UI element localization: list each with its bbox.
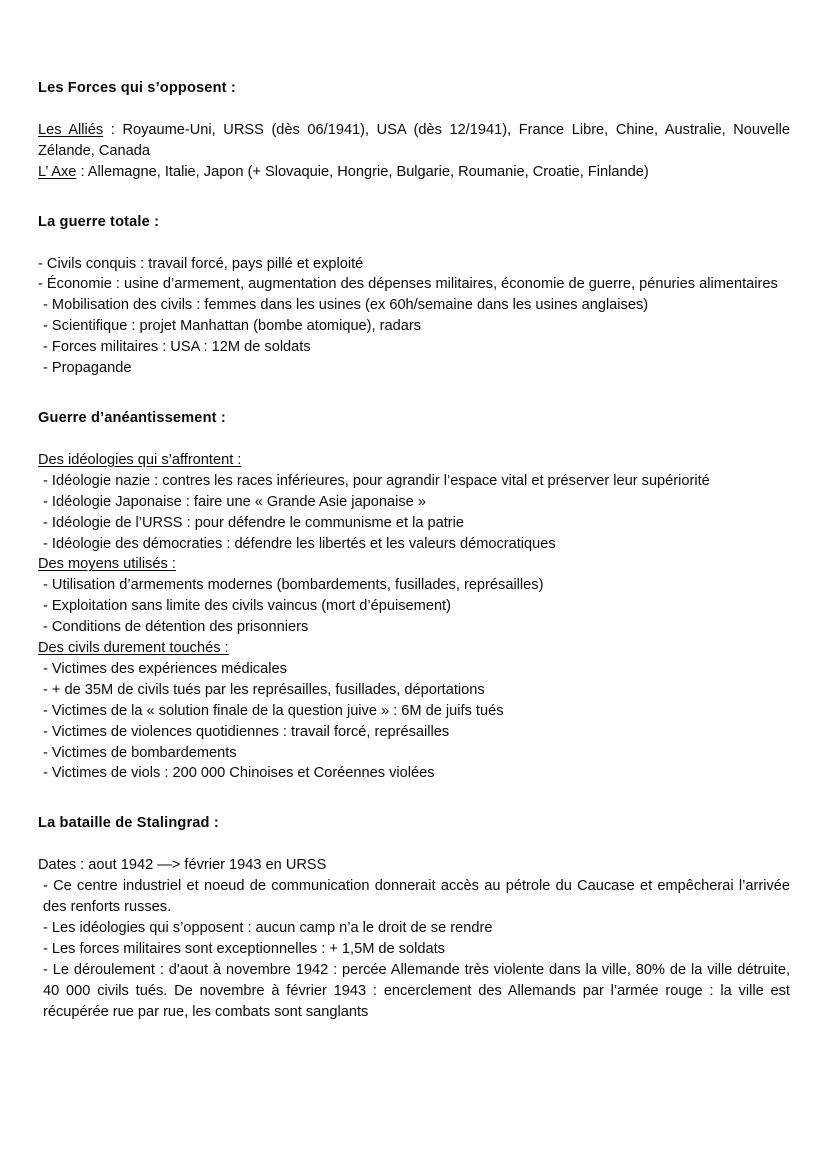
bullet-item: - Conditions de détention des prisonniers: [43, 619, 309, 636]
bullet-item: - Victimes de viols : 200 000 Chinoises et Coréennes violées: [43, 765, 435, 782]
allies-text: : Royaume-Uni, URSS (dès 06/1941), USA (dès 12/1941), France Libre, Chine, Australie, Nouvelle Zélande, Canada: [38, 121, 791, 159]
bullet-item: - Forces militaires : USA : 12M de soldats: [43, 339, 311, 356]
bullet-item: - Propagande: [43, 360, 132, 377]
bullet-item: - Idéologie Japonaise : faire une « Grande Asie japonaise »: [43, 493, 426, 510]
bullet-item: - Exploitation sans limite des civils vaincus (mort d’épuisement): [43, 598, 451, 615]
allies-label: Les Alliés: [38, 121, 104, 138]
section-heading-stalingrad: La bataille de Stalingrad :: [38, 815, 219, 832]
bullet-item: - Le déroulement : d'aout à novembre 1942 : percée Allemande très violente dans la ville, 80% de la ville détruite, 40 000 civils tués. De novembre à février 1943 : encerclement des Allemands par l’armée rouge : la ville est récupérée rue par rue, les combats sont sanglants: [43, 961, 790, 1020]
bullet-item: - Victimes de bombardements: [43, 744, 237, 761]
bullet-item: - Scientifique : projet Manhattan (bombe atomique), radars: [43, 318, 422, 335]
axe-line: [38, 162, 790, 183]
spacer: [38, 429, 790, 450]
spacer: [38, 379, 790, 401]
document-body: [38, 78, 790, 1023]
section-heading-guerre-totale: La guerre totale :: [38, 213, 160, 230]
bullet-item: - Mobilisation des civils : femmes dans les usines (ex 60h/semaine dans les usines anglaises): [43, 297, 649, 314]
bullet-item: - Victimes de violences quotidiennes : travail forcé, représailles: [43, 723, 450, 740]
bullet-item: - Idéologie nazie : contres les races inférieures, pour agrandir l’espace vital et préserver leur supériorité: [43, 472, 710, 489]
bullet-item: - Victimes des expériences médicales: [43, 660, 287, 677]
spacer: [38, 99, 790, 120]
spacer: [38, 233, 790, 254]
spacer: [38, 401, 790, 408]
subsection-heading-moyens: Des moyens utilisés :: [38, 556, 176, 573]
allies-line: [38, 120, 790, 162]
bullet-item: - + de 35M de civils tués par les représailles, fusillades, déportations: [43, 681, 485, 698]
subsection-heading-ideologies: Des idéologies qui s’affrontent :: [38, 451, 242, 468]
spacer: [38, 806, 790, 813]
stalingrad-dates-line: Dates : aout 1942 —> février 1943 en URSS: [38, 857, 327, 874]
bullet-item: - Idéologie des démocraties : défendre les libertés et les valeurs démocratiques: [43, 535, 556, 552]
bullet-item: - Ce centre industriel et noeud de communication donnerait accès au pétrole du Caucase et empêcherai l’arrivée des renforts russes.: [43, 878, 790, 916]
bullet-item: - Utilisation d’armements modernes (bombardements, fusillades, représailles): [43, 577, 544, 594]
section-heading-aneantissement: Guerre d’anéantissement :: [38, 409, 226, 426]
spacer: [38, 834, 790, 855]
bullet-item: - Économie : usine d’armement, augmentation des dépenses militaires, économie de guerre, pénuries alimentaires: [38, 276, 778, 293]
section-heading-forces: Les Forces qui s’opposent :: [38, 80, 236, 96]
bullet-item: - Civils conquis : travail forcé, pays pillé et exploité: [38, 255, 364, 272]
spacer: [38, 183, 790, 205]
bullet-item: - Les forces militaires sont exceptionnelles : + 1,5M de soldats: [43, 940, 445, 957]
axe-label: L’ Axe: [38, 163, 77, 180]
subsection-heading-civils: Des civils durement touchés :: [38, 640, 229, 657]
bullet-item: - Victimes de la « solution finale de la question juive » : 6M de juifs tués: [43, 702, 504, 719]
bullet-item: - Les idéologies qui s’opposent : aucun camp n’a le droit de se rendre: [43, 920, 493, 936]
bullet-item: - Idéologie de l’URSS : pour défendre le communisme et la patrie: [43, 514, 465, 531]
spacer: [38, 784, 790, 806]
spacer: [38, 205, 790, 212]
axe-text: : Allemagne, Italie, Japon (+ Slovaquie, Hongrie, Bulgarie, Roumanie, Croatie, Finlande): [76, 163, 649, 180]
